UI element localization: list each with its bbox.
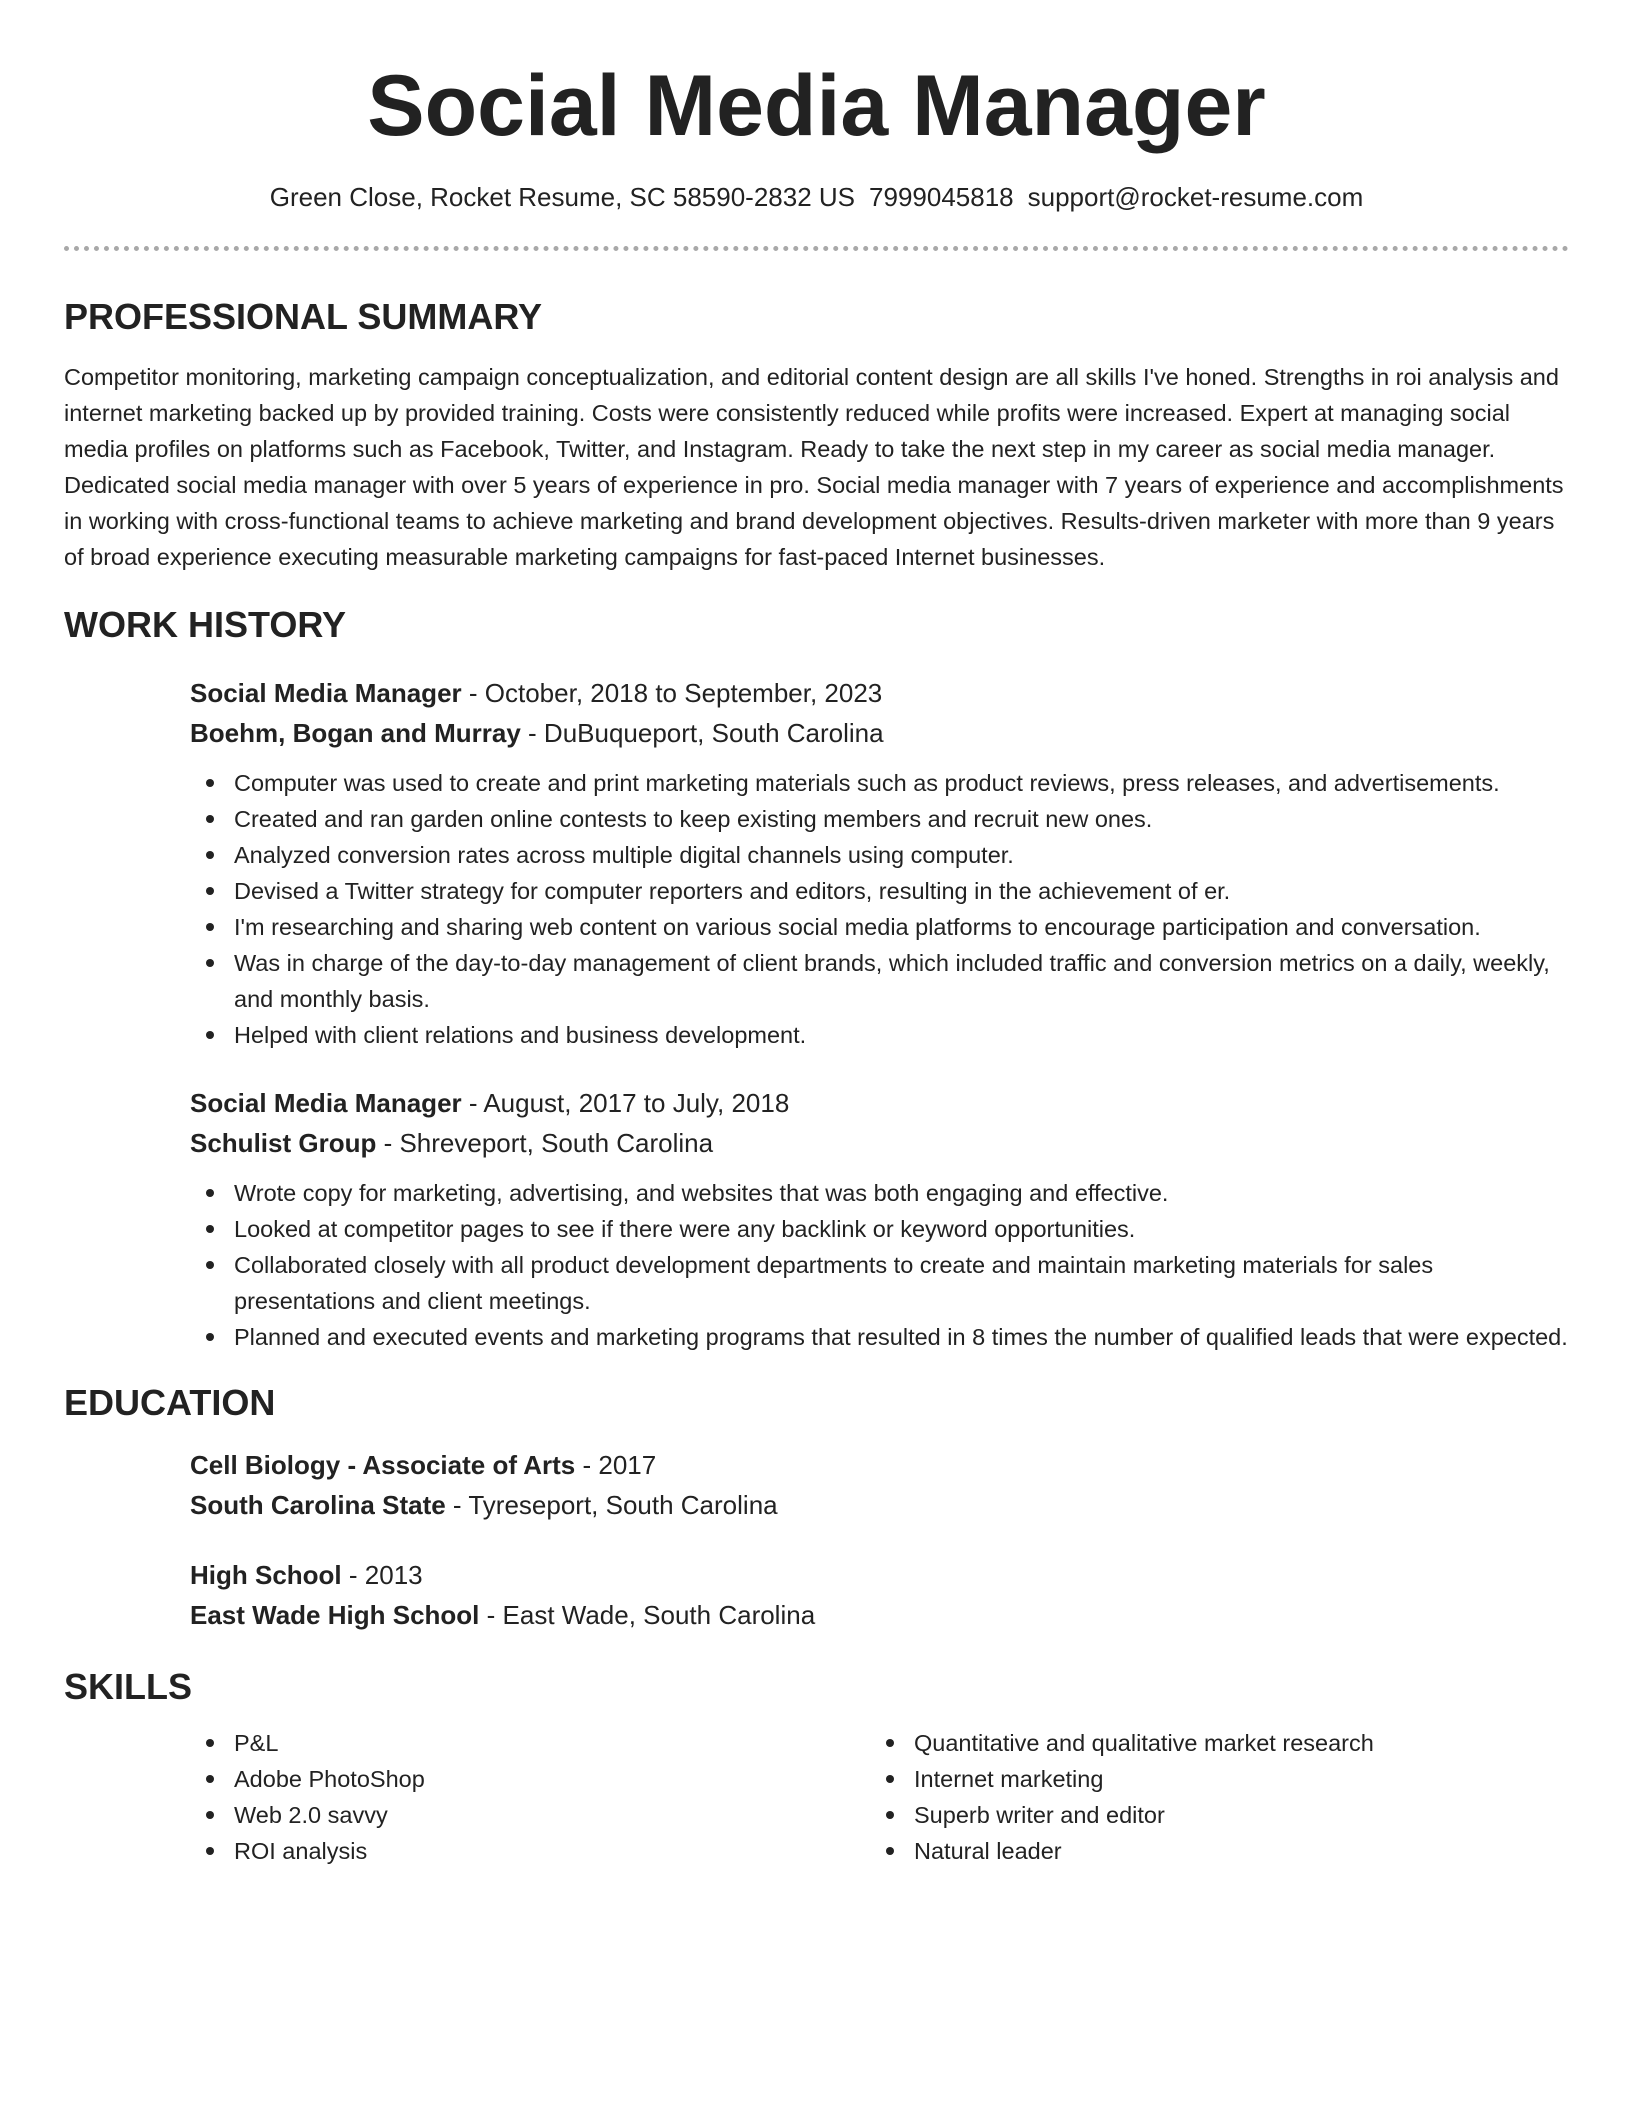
- job-company: Boehm, Bogan and Murray: [190, 718, 521, 748]
- header-divider: [64, 246, 1569, 251]
- section-title-education: EDUCATION: [64, 1382, 276, 1423]
- contact-phone: 7999045818: [869, 182, 1014, 212]
- education-degree: Cell Biology - Associate of Arts: [190, 1450, 576, 1480]
- job-role: Social Media Manager: [190, 1088, 462, 1118]
- job-title-line: [190, 673, 1569, 713]
- job-location: - Shreveport, South Carolina: [376, 1128, 714, 1158]
- contact-email[interactable]: support@rocket-resume.com: [1027, 182, 1364, 212]
- job-company: Schulist Group: [190, 1128, 377, 1158]
- skill-item: P&L: [190, 1725, 870, 1761]
- resume-name: Social Media Manager: [367, 58, 1266, 154]
- job-bullets: [190, 1175, 1569, 1355]
- skill-item: Natural leader: [870, 1833, 1550, 1869]
- education-degree-line: [190, 1445, 1569, 1485]
- skill-item: Superb writer and editor: [870, 1797, 1550, 1833]
- education-year: - 2017: [575, 1450, 657, 1480]
- skill-item: Quantitative and qualitative market research: [870, 1725, 1550, 1761]
- education-location: - Tyreseport, South Carolina: [445, 1490, 778, 1520]
- list-item: Analyzed conversion rates across multiple digital channels using computer.: [190, 837, 1569, 873]
- contact-line: [64, 180, 1569, 214]
- skill-item: Web 2.0 savvy: [190, 1797, 870, 1833]
- job-dates: - August, 2017 to July, 2018: [461, 1088, 790, 1118]
- list-item: Computer was used to create and print marketing materials such as product reviews, press releases, and advertisements.: [190, 765, 1569, 801]
- section-title-work: WORK HISTORY: [64, 604, 347, 645]
- education-entry: [190, 1445, 1569, 1525]
- job-role: Social Media Manager: [190, 678, 462, 708]
- education-school: East Wade High School: [190, 1600, 480, 1630]
- skills-list-left: [190, 1725, 870, 1869]
- education-location: - East Wade, South Carolina: [479, 1600, 816, 1630]
- job-company-line: [190, 713, 1569, 753]
- summary-text: Competitor monitoring, marketing campaign conceptualization, and editorial content design are all skills I've honed. Strengths in roi analysis and internet marketing backed up by provided training. Costs were consistently reduced while profits were increased. Expert at managing social media profiles on platforms such as Facebook, Twitter, and Instagram. Ready to take the next step in my career as social media manager. Dedicated social media manager with over 5 years of experience in pro. Social media manager with 7 years of experience and accomplishments in working with cross-functional teams to achieve marketing and brand development objectives. Results-driven marketer with more than 9 years of broad experience executing measurable marketing campaigns for fast-paced Internet businesses.: [64, 364, 1564, 570]
- resume-page: [64, 0, 1569, 1869]
- section-title-skills: SKILLS: [64, 1666, 193, 1707]
- list-item: Wrote copy for marketing, advertising, and websites that was both engaging and effective.: [190, 1175, 1569, 1211]
- skill-item: Internet marketing: [870, 1761, 1550, 1797]
- skill-item: Adobe PhotoShop: [190, 1761, 870, 1797]
- list-item: Created and ran garden online contests to keep existing members and recruit new ones.: [190, 801, 1569, 837]
- list-item: Looked at competitor pages to see if there were any backlink or keyword opportunities.: [190, 1211, 1569, 1247]
- job-location: - DuBuqueport, South Carolina: [520, 718, 884, 748]
- education-year: - 2013: [341, 1560, 423, 1590]
- job-entry: [190, 673, 1569, 1053]
- education-school: South Carolina State: [190, 1490, 446, 1520]
- job-dates: - October, 2018 to September, 2023: [461, 678, 883, 708]
- education-entry: [190, 1555, 1569, 1635]
- skills-grid: [190, 1725, 1569, 1869]
- list-item: I'm researching and sharing web content on various social media platforms to encourage participation and conversation.: [190, 909, 1569, 945]
- contact-address: Green Close, Rocket Resume, SC 58590-2832 US: [269, 182, 856, 212]
- job-company-line: [190, 1123, 1569, 1163]
- skill-item: ROI analysis: [190, 1833, 870, 1869]
- education-school-line: [190, 1485, 1569, 1525]
- education-school-line: [190, 1595, 1569, 1635]
- list-item: Devised a Twitter strategy for computer reporters and editors, resulting in the achievement of er.: [190, 873, 1569, 909]
- list-item: Was in charge of the day-to-day management of client brands, which included traffic and conversion metrics on a daily, weekly, and monthly basis.: [190, 945, 1569, 1017]
- job-entry: [190, 1083, 1569, 1355]
- education-degree: High School: [190, 1560, 342, 1590]
- job-title-line: [190, 1083, 1569, 1123]
- skills-list-right: [870, 1725, 1550, 1869]
- job-bullets: [190, 765, 1569, 1053]
- list-item: Collaborated closely with all product development departments to create and maintain marketing materials for sales presentations and client meetings.: [190, 1247, 1569, 1319]
- section-title-summary: PROFESSIONAL SUMMARY: [64, 296, 543, 337]
- education-degree-line: [190, 1555, 1569, 1595]
- list-item: Planned and executed events and marketing programs that resulted in 8 times the number of qualified leads that were expected.: [190, 1319, 1569, 1355]
- list-item: Helped with client relations and business development.: [190, 1017, 1569, 1053]
